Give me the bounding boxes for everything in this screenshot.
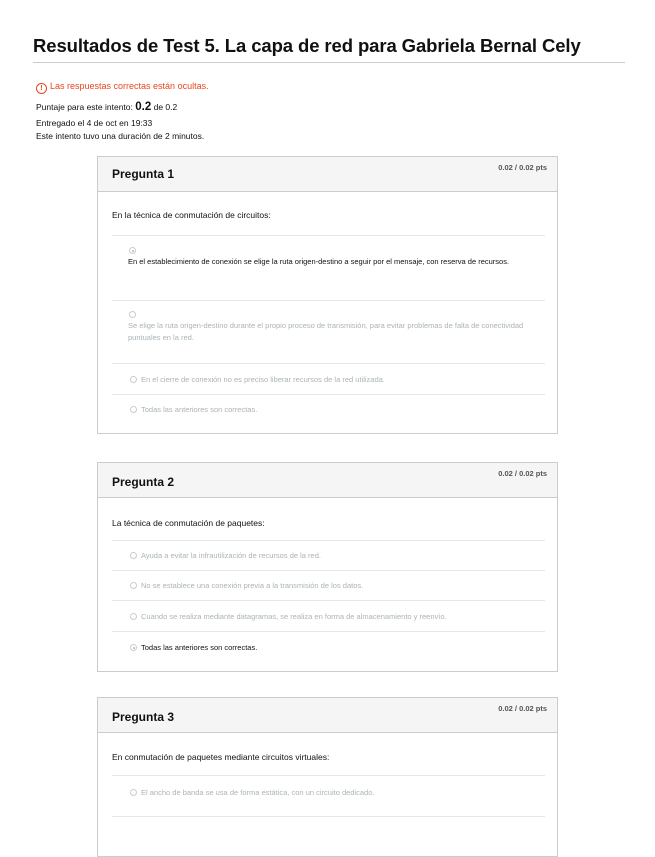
divider <box>112 600 545 601</box>
notice-text: Las respuestas correctas están ocultas. <box>50 81 209 91</box>
submitted-date: Entregado el 4 de oct en 19:33 <box>36 118 153 128</box>
divider <box>112 394 545 395</box>
answer-radio <box>130 552 137 559</box>
divider <box>112 300 545 301</box>
divider <box>112 235 545 236</box>
question-card-2 <box>97 462 558 672</box>
question-title: Pregunta 3 <box>112 710 175 724</box>
answer-option: Todas las anteriores son correctas. <box>141 643 258 652</box>
answer-option: Cuando se realiza mediante datagramas, se realiza en forma de almacenamiento y reenvío. <box>141 612 447 621</box>
hidden-answers-notice <box>36 81 209 94</box>
answer-radio <box>130 789 137 796</box>
score-value: 0.2 <box>135 101 152 113</box>
score-total: de 0.2 <box>151 102 178 112</box>
answer-option: En el establecimiento de conexión se elige la ruta origen-destino a seguir por el mensaje, con reserva de recursos. <box>128 257 510 266</box>
answer-option: En el cierre de conexión no es preciso liberar recursos de la red utilizada. <box>141 375 385 384</box>
score-label: Puntaje para este intento: <box>36 102 136 112</box>
score-line <box>36 101 177 113</box>
answer-option: Se elige la ruta origen-destino durante el propio proceso de transmisión, para evitar problemas de falta de conectividad puntuales en la red. <box>128 321 524 342</box>
answer-radio <box>129 311 136 318</box>
answer-option: El ancho de banda se usa de forma estática, con un circuito dedicado. <box>141 788 375 797</box>
answer-radio-selected <box>130 644 137 651</box>
divider <box>112 363 545 364</box>
divider <box>112 775 545 776</box>
question-points: 0.02 / 0.02 pts <box>498 704 547 713</box>
divider <box>112 631 545 632</box>
question-text: La técnica de conmutación de paquetes: <box>112 518 265 528</box>
question-header <box>98 157 557 192</box>
answer-option: Ayuda a evitar la infrautilización de recursos de la red. <box>141 551 321 560</box>
question-title: Pregunta 1 <box>112 167 175 181</box>
answer-option: No se establece una conexión previa a la transmisión de los datos. <box>141 581 364 590</box>
answer-radio <box>130 376 137 383</box>
divider <box>112 540 545 541</box>
page-title: Resultados de Test 5. La capa de red para Gabriela Bernal Cely <box>33 35 581 56</box>
divider <box>112 570 545 571</box>
divider <box>112 816 545 817</box>
title-divider <box>33 62 625 63</box>
question-header <box>98 463 557 498</box>
answer-radio-selected <box>129 247 136 254</box>
answer-radio <box>130 613 137 620</box>
answer-radio <box>130 406 137 413</box>
question-card-3 <box>97 697 558 857</box>
question-header <box>98 698 557 733</box>
question-points: 0.02 / 0.02 pts <box>498 163 547 172</box>
attempt-duration: Este intento tuvo una duración de 2 minutos. <box>36 131 205 141</box>
question-points: 0.02 / 0.02 pts <box>498 469 547 478</box>
question-text: En la técnica de conmutación de circuitos: <box>112 210 271 220</box>
question-text: En conmutación de paquetes mediante circuitos virtuales: <box>112 752 330 762</box>
warning-icon: ! <box>36 83 47 94</box>
question-card-1 <box>97 156 558 434</box>
answer-option: Todas las anteriores son correctas. <box>141 405 258 414</box>
answer-radio <box>130 582 137 589</box>
question-title: Pregunta 2 <box>112 475 175 489</box>
